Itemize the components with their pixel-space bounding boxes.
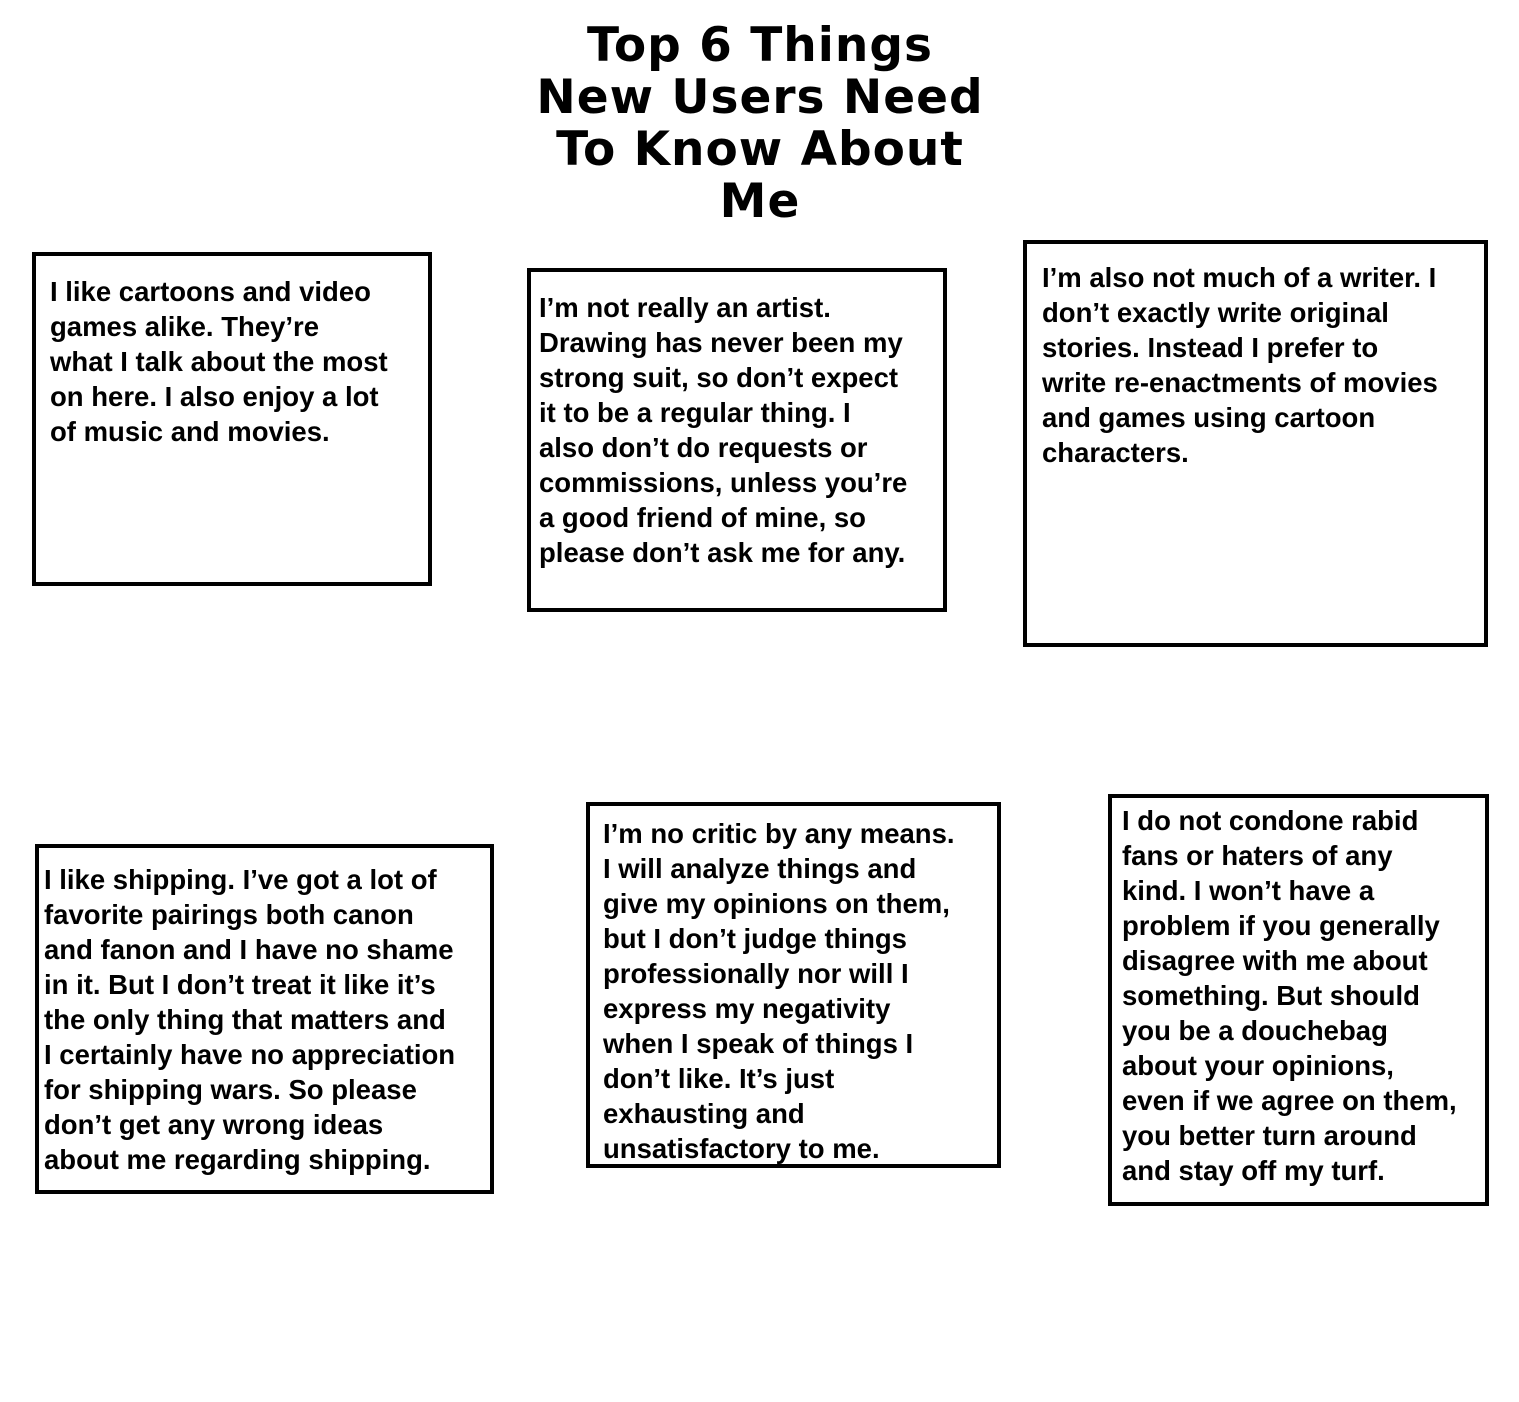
box-text-line: express my negativity	[603, 993, 891, 1024]
box-text-line: I certainly have no appreciation	[44, 1039, 456, 1070]
info-box-not-writer	[1023, 240, 1488, 647]
box-text-line: I like cartoons and video	[50, 276, 371, 307]
box-text-line: you better turn around	[1122, 1120, 1417, 1151]
box-text-line: about your opinions,	[1122, 1050, 1394, 1081]
title-line: Top 6 Things	[587, 18, 933, 73]
info-box-shipping	[35, 844, 494, 1194]
title-line: To Know About	[556, 122, 964, 177]
box-text-line: write re-enactments of movies	[1042, 367, 1438, 398]
box-text-line: exhausting and	[603, 1098, 805, 1129]
box-text-line: for shipping wars. So please	[44, 1074, 417, 1105]
box-text-line: the only thing that matters and	[44, 1004, 446, 1035]
box-text-line: problem if you generally	[1122, 910, 1440, 941]
info-box-no-rabid-fans	[1108, 794, 1489, 1206]
box-text-line: stories. Instead I prefer to	[1042, 332, 1379, 363]
box-text-line: don’t exactly write original	[1042, 297, 1389, 328]
box-text-line: I’m also not much of a writer. I	[1042, 262, 1437, 293]
box-text-line: but I don’t judge things	[603, 923, 907, 954]
box-text-line: I do not condone rabid	[1122, 805, 1419, 836]
info-box-not-artist	[527, 268, 947, 612]
box-text-line: don’t get any wrong ideas	[44, 1109, 384, 1140]
box-text-line: of music and movies.	[50, 416, 330, 447]
box-text-line: unsatisfactory to me.	[603, 1133, 880, 1164]
box-text-line: you be a douchebag	[1122, 1015, 1388, 1046]
page-title	[460, 20, 1060, 228]
box-text-line: I’m no critic by any means.	[603, 818, 955, 849]
box-text-line: I like shipping. I’ve got a lot of	[44, 864, 437, 895]
box-text-line: it to be a regular thing. I	[539, 397, 851, 428]
box-text-line: also don’t do requests or	[539, 432, 868, 463]
box-text-line: a good friend of mine, so	[539, 502, 866, 533]
box-text-line: commissions, unless you’re	[539, 467, 908, 498]
box-text-line: I will analyze things and	[603, 853, 917, 884]
box-text-line: fans or haters of any	[1122, 840, 1393, 871]
box-text-line: characters.	[1042, 437, 1189, 468]
box-text-line: what I talk about the most	[50, 346, 388, 377]
info-box-cartoons-games	[32, 252, 432, 586]
box-text-line: and fanon and I have no shame	[44, 934, 454, 965]
box-text-line: when I speak of things I	[603, 1028, 914, 1059]
box-text-line: about me regarding shipping.	[44, 1144, 431, 1175]
box-text-line: favorite pairings both canon	[44, 899, 414, 930]
title-line: Me	[719, 174, 801, 229]
box-text-line: please don’t ask me for any.	[539, 537, 906, 568]
box-text-line: strong suit, so don’t expect	[539, 362, 899, 393]
box-text-line: and games using cartoon	[1042, 402, 1376, 433]
box-text-line: games alike. They’re	[50, 311, 320, 342]
info-box-not-critic	[586, 802, 1001, 1168]
title-line: New Users Need	[536, 70, 984, 125]
box-text-line: in it. But I don’t treat it like it’s	[44, 969, 436, 1000]
box-text-line: give my opinions on them,	[603, 888, 950, 919]
box-text-line: and stay off my turf.	[1122, 1155, 1385, 1186]
box-text-line: kind. I won’t have a	[1122, 875, 1375, 906]
box-text-line: I’m not really an artist.	[539, 292, 831, 323]
box-text-line: even if we agree on them,	[1122, 1085, 1457, 1116]
box-text-line: something. But should	[1122, 980, 1420, 1011]
box-text-line: Drawing has never been my	[539, 327, 903, 358]
box-text-line: disagree with me about	[1122, 945, 1428, 976]
box-text-line: don’t like. It’s just	[603, 1063, 835, 1094]
box-text-line: on here. I also enjoy a lot	[50, 381, 379, 412]
box-text-line: professionally nor will I	[603, 958, 909, 989]
